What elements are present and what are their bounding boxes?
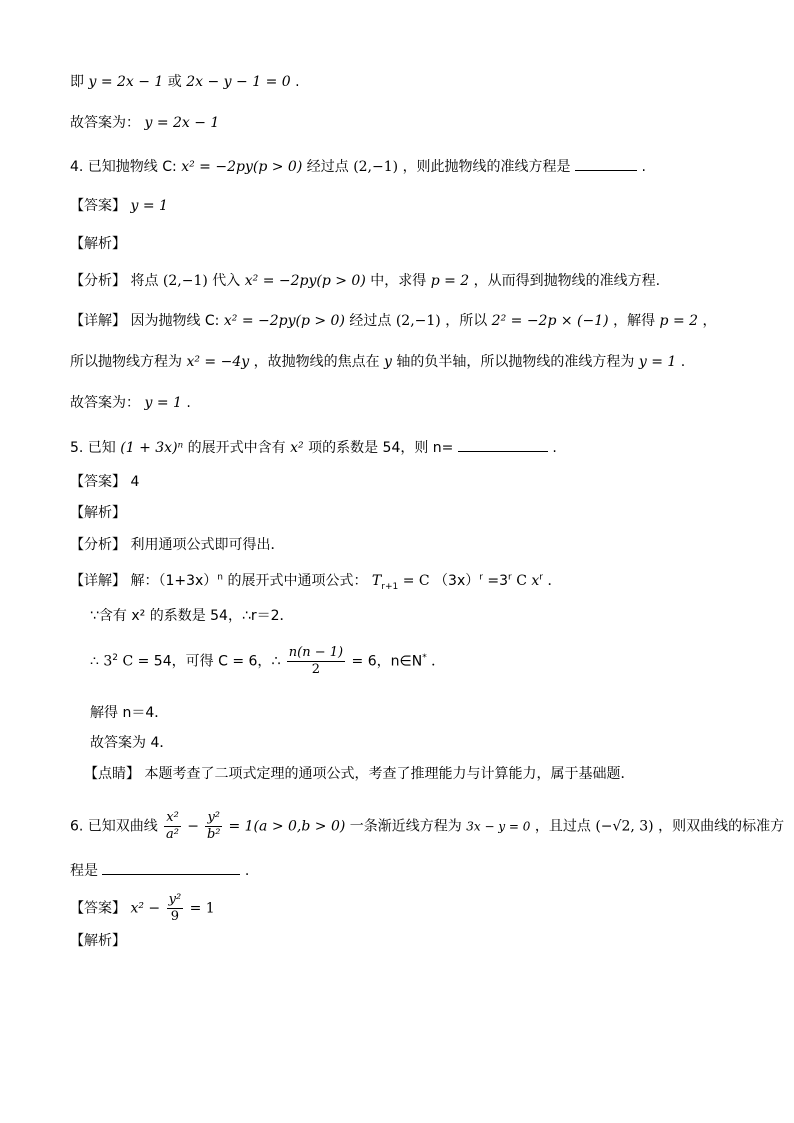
solution-line xyxy=(70,72,300,92)
text: 即 xyxy=(70,74,84,90)
variable: y xyxy=(384,354,392,370)
question-text: . xyxy=(552,440,557,456)
fraction-denominator: b² xyxy=(206,827,221,842)
text: ． xyxy=(431,653,446,670)
equation: y = 2x − 1 xyxy=(88,74,164,90)
fraction xyxy=(167,892,184,925)
text: ，从而得到抛物线的准线方程. xyxy=(473,273,661,289)
step-line: 故答案为 4． xyxy=(90,735,174,751)
question-6-cont xyxy=(70,860,249,881)
exponent: r xyxy=(539,572,543,583)
text: = 6，n∈N xyxy=(351,653,423,670)
question-text: ，则此抛物线的准线方程是 xyxy=(402,159,571,175)
question-text: 经过点 xyxy=(306,159,349,175)
equation: y = 2x − 1 xyxy=(144,115,220,131)
term: x² xyxy=(290,440,304,456)
superscript: * xyxy=(422,652,427,663)
question-text: 一条渐近线方程为 xyxy=(349,818,462,835)
variable: x xyxy=(531,573,540,589)
step-line: 解得 n＝4． xyxy=(90,705,169,721)
question-text: 4. 已知抛物线 C: xyxy=(70,159,182,175)
final-answer-row xyxy=(70,393,191,413)
text: . xyxy=(295,74,300,90)
point: (2,−1) xyxy=(162,273,208,289)
fraction-denominator: 9 xyxy=(170,909,180,924)
detail-row-2 xyxy=(70,352,685,372)
text: ，解得 xyxy=(613,313,656,329)
detail-row xyxy=(70,571,561,591)
fraction-numerator: y² xyxy=(207,810,221,825)
step-line: ∵含有 x² 的系数是 54，∴r＝2． xyxy=(90,608,294,624)
text: = 54，可得 C xyxy=(137,653,228,670)
fraction-numerator: n(n − 1) xyxy=(288,645,344,660)
detail-row xyxy=(70,311,716,331)
equation: 2² = −2p × (−1) xyxy=(491,313,609,329)
equation: = 1(a > 0,b > 0) xyxy=(228,818,346,835)
text: ， xyxy=(702,313,717,329)
answer-row xyxy=(70,196,168,216)
fraction-numerator: x² xyxy=(166,810,179,825)
analysis-label: 【分析】 xyxy=(70,273,126,289)
equation: 2x − y − 1 = 0 xyxy=(186,74,291,90)
question-text: ，则双曲线的标准方 xyxy=(658,818,785,835)
equation: x² = −2py(p > 0) xyxy=(244,273,366,289)
exponent: n xyxy=(217,572,224,583)
fraction xyxy=(164,810,181,843)
text: 代入 xyxy=(212,273,241,289)
question-4 xyxy=(70,156,646,177)
answer-blank xyxy=(102,860,240,875)
combination: = C xyxy=(402,573,430,589)
point: (2,−1) xyxy=(353,159,399,175)
answer-row xyxy=(70,892,215,925)
jiexi-label: 【解析】 xyxy=(70,505,126,521)
text: 所以抛物线方程为 xyxy=(70,354,182,370)
answer-line xyxy=(70,113,219,133)
text: ，所以 xyxy=(445,313,488,329)
fraction-numerator: y² xyxy=(168,892,182,907)
answer-blank xyxy=(575,156,637,171)
text: 或 xyxy=(167,74,182,90)
text: 轴的负半轴，所以抛物线的准线方程为 xyxy=(396,354,635,370)
equation: y = 1 xyxy=(638,354,677,370)
answer-value: 4 xyxy=(130,474,140,490)
answer-label: 【答案】 xyxy=(70,198,126,214)
text: ，故抛物线的焦点在 xyxy=(253,354,380,370)
comment-label: 【点睛】 xyxy=(84,766,140,782)
answer-row xyxy=(70,472,139,492)
exponent: r xyxy=(479,572,483,583)
question-5 xyxy=(70,437,557,458)
point: (2,−1) xyxy=(395,313,441,329)
text: 故答案为： xyxy=(70,115,140,131)
fraction-denominator: a² xyxy=(166,827,180,842)
equation: 3x − y = 0 xyxy=(466,819,531,834)
question-text: 程是 xyxy=(70,863,98,879)
fraction xyxy=(287,645,345,678)
text: 经过点 xyxy=(349,313,392,329)
answer-value: y = 1 xyxy=(130,198,168,214)
expression: (1 + 3x)ⁿ xyxy=(120,440,184,456)
question-text: . xyxy=(641,159,646,175)
step-line: ∴ $3^2$ C = 54，可得 C = 6，∴ $\frac{n(n - 1)}{2}$ = 6，n∈N* ． xyxy=(90,645,446,677)
text: =3 xyxy=(487,573,509,589)
exponent: r xyxy=(508,572,512,583)
subscript: r+1 xyxy=(381,581,399,592)
question-text: ，且过点 xyxy=(534,818,591,835)
question-text: 6. 已知双曲线 xyxy=(70,818,158,835)
text: = 6，∴ xyxy=(232,653,281,670)
text: ． xyxy=(547,573,562,589)
question-6 xyxy=(70,810,784,843)
text: 因为抛物线 C: xyxy=(130,313,224,329)
analysis-label: 【分析】 xyxy=(70,537,126,553)
text: ∴ 3 xyxy=(90,653,113,670)
equation: x² = −2py(p > 0) xyxy=(181,159,303,175)
analysis-row xyxy=(70,271,660,291)
text: 本题考查了二项式定理的通项公式，考查了推理能力与计算能力，属于基础题． xyxy=(144,766,635,782)
text: 中，求得 xyxy=(370,273,427,289)
combination: C xyxy=(516,573,527,589)
text: 故答案为： xyxy=(70,395,140,411)
text: 的展开式中通项公式： xyxy=(227,573,368,589)
question-text: 项的系数是 54，则 n= xyxy=(308,440,454,456)
question-text: 的展开式中含有 xyxy=(187,440,286,456)
answer-label: 【答案】 xyxy=(70,900,126,917)
text: . xyxy=(186,395,191,411)
answer-blank xyxy=(458,437,548,452)
combination: C xyxy=(122,653,134,670)
jiexi-label: 【解析】 xyxy=(70,236,126,252)
fraction xyxy=(205,810,222,843)
question-text: 5. 已知 xyxy=(70,440,116,456)
equation: p = 2 xyxy=(659,313,699,329)
analysis-row xyxy=(70,535,284,555)
detail-label: 【详解】 xyxy=(70,573,126,589)
equation: = 1 xyxy=(189,900,215,917)
operator: − xyxy=(187,818,199,835)
text: （3x） xyxy=(434,573,480,589)
term: T xyxy=(371,573,382,589)
equation: x² = −2py(p > 0) xyxy=(223,313,345,329)
equation: x² − xyxy=(130,900,161,917)
point: (−√2, 3) xyxy=(595,818,654,835)
text: 利用通项公式即可得出． xyxy=(130,537,285,553)
equation: x² = −4y xyxy=(186,354,250,370)
text: 将点 xyxy=(130,273,159,289)
text: 解：（1+3x） xyxy=(130,573,218,589)
comment-row xyxy=(84,764,634,784)
detail-label: 【详解】 xyxy=(70,313,126,329)
jiexi-label: 【解析】 xyxy=(70,933,126,949)
answer-label: 【答案】 xyxy=(70,474,126,490)
question-text: . xyxy=(244,863,250,879)
text: . xyxy=(680,354,686,370)
fraction-denominator: 2 xyxy=(311,662,321,677)
equation: y = 1 xyxy=(144,395,182,411)
equation: p = 2 xyxy=(430,273,470,289)
